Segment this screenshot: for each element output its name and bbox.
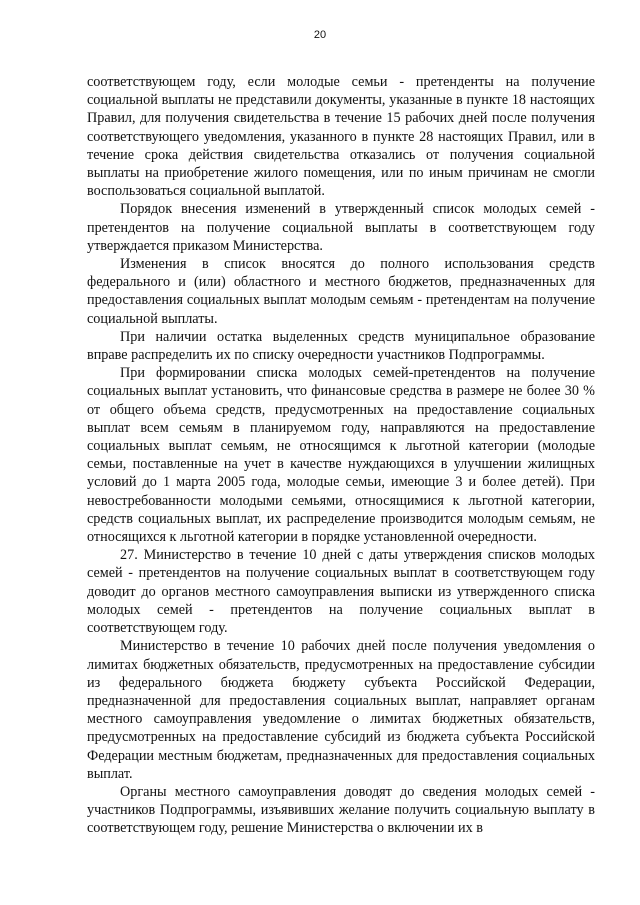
page-number: 20 — [313, 29, 327, 41]
paragraph-list-formation: При формировании списка молодых семей-претендентов на получение социальных выплат установить, что финансовые средства в размере не более 30 % от общего объема средств, предусмотренных на предоставление социальных выплат всем семьям в планируемом году, направляются на предоставление социальных выплат семьям, не относящимся к льготной категории (молодые семьи, поставленные на учет в качестве нуждающихся в улучшении жилищных условий до 1 марта 2005 года, молодые семьи, имеющие 3 и более детей). При невостребованности молодыми семьями, относящимися к льготной категории, средств социальных выплат, их распределение производится молодым семьям, не относящихся к льготной категории в порядке установленной очередности. — [87, 365, 595, 546]
paragraph-item-27: 27. Министерство в течение 10 дней с даты утверждения списков молодых семей - претендентов на получение социальных выплат в соответствующем году доводит до органов местного самоуправления выписки из утвержденного списка молодых семей - претендентов на получение социальных выплат в соответствующем году. — [87, 547, 595, 637]
paragraph-local-notification: Органы местного самоуправления доводят до сведения молодых семей - участников Подпрограммы, изъявивших желание получить социальную выплату в соответствующем году, решение Министерства о включении их в — [87, 783, 595, 837]
paragraph-budget-limits: Министерство в течение 10 рабочих дней после получения уведомления о лимитах бюджетных обязательств, предусмотренных на предоставление субсидии из федерального бюджета бюджету субъекта Российской Федерации, предназначенной для предоставления социальных выплат, направляет органам местного самоуправления уведомление о лимитах бюджетных обязательств, предусмотренных на предоставление субсидий из бюджета субъекта Российской Федерации местным бюджетам, предназначенных для предоставления социальных выплат. — [87, 638, 595, 782]
paragraph-list-change-procedure: Порядок внесения изменений в утвержденный список молодых семей - претендентов на получение социальной выплаты в соответствующем году утверждается приказом Министерства. — [87, 201, 595, 254]
paragraph-continuation: соответствующем году, если молодые семьи - претенденты на получение социальной выплаты не представили документы, указанные в пункте 18 настоящих Правил, для получения свидетельства в течение 15 рабочих дней после получения соответствующего уведомления, указанного в пункте 28 настоящих Правил, или в течение срока действия свидетельства отказались от получения социальной выплаты на приобретение жилого помещения, или по иным причинам не смогли воспользоваться социальной выплатой. — [87, 74, 595, 200]
paragraph-list-changes: Изменения в список вносятся до полного использования средств федерального и (или) областного и местного бюджетов, предназначенных для предоставления социальных выплат молодым семьям - претендентам на получение социальной выплаты. — [87, 256, 595, 327]
document-body — [87, 73, 595, 838]
paragraph-remaining-funds: При наличии остатка выделенных средств муниципальное образование вправе распределить их по списку очередности участников Подпрограммы. — [87, 328, 595, 364]
